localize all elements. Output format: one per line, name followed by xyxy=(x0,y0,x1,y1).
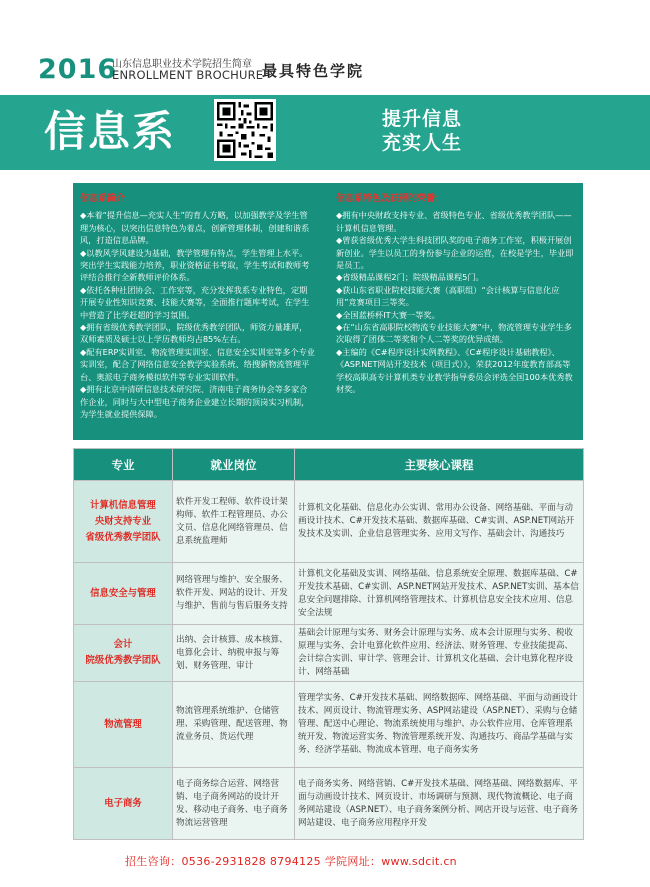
major-name: 信息安全与管理 xyxy=(90,587,156,599)
major-cell xyxy=(74,625,173,682)
intro-paragraph: ◆配有ERP实训室、物流管理实训室、信息安全实训室等多个专业实训室，配合了网络信息安全教学实验系统、络搜新物流管理平台、奥派电子商务模拟软件等专业实训软件。 xyxy=(80,346,315,382)
honors-paragraph: ◆拥有中央财政支持专业、省级特色专业、省级优秀教学团队——计算机信息管理。 xyxy=(336,210,572,233)
major-cell xyxy=(74,563,173,625)
posts-cell: 物流管理系统维护、仓储管理、采购管理、配送管理、物流业务员、货运代理 xyxy=(173,682,295,768)
courses-cell: 管理学实务、C#开发技术基础、网络数据库、网络基础、平面与动画设计技术、网页设计、物流管理实务、ASP网站建设（ASP.NET）、采购与仓储管理、配送中心理论、物流系统使用与维护、办公软件应用、仓库管理系统开发、物流运营实务、物流管理系统开发、沟通技巧、商品学基础与实务、经济学基础、物流成本管理、电子商务实务 xyxy=(295,682,584,768)
major-name: 会计 xyxy=(113,639,133,650)
brochure-subtitle: ENROLLMENT BROCHURE xyxy=(112,68,264,82)
honors-paragraph: ◆获山东省职业院校技能大赛（高职组）“会计核算与信息化应用”竞赛项目三等奖。 xyxy=(336,284,560,308)
intro-paragraph: ◆以教风学风建设为基础，教学管理有特点，学生管理上水平。突出学生实践能力培养，职业资格证书考取，学生考试和教师考评结合推行全新教师评价体系。 xyxy=(80,247,310,283)
honors-paragraph: ◆全国蓝桥杯IT大赛一等奖。 xyxy=(336,309,440,320)
posts-cell: 出纳、会计核算、成本核算、电算化会计、纳税申报与筹划、财务管理、审计 xyxy=(173,625,295,682)
honors-column xyxy=(336,193,574,396)
major-note: 院级优秀教学团队 xyxy=(85,655,161,666)
table-header-row xyxy=(74,449,584,481)
posts-cell: 软件开发工程师、软件设计架构师、软件工程管理员、办公文员、信息化网络管理员、信息系统监理师 xyxy=(173,481,295,563)
header-tagline: 最具特色学院 xyxy=(262,62,365,80)
honors-title: 信息系特色及获得的荣誉： xyxy=(336,194,445,204)
honors-paragraph: ◆曾获省级优秀大学生科技团队奖的电子商务工作室，积极开展创新创业。学生以员工的身份参与企业的运营，在校是学生，毕业即是员工。 xyxy=(336,235,574,271)
department-title: 信息系 xyxy=(44,107,177,156)
intro-paragraph: ◆本着“提升信息—充实人生”的育人方略，以加强教学及学生管理为核心，以突出信息特色为着点，创新管理体制，创建和谐系风，打造信息品牌。 xyxy=(80,210,310,246)
intro-column xyxy=(80,193,315,420)
table-row xyxy=(74,481,584,563)
table-row xyxy=(74,563,584,625)
major-cell xyxy=(74,682,173,768)
department-intro-panel xyxy=(73,183,583,440)
major-cell xyxy=(74,768,173,840)
major-name: 计算机信息管理 xyxy=(90,499,156,511)
brochure-year: 2016 xyxy=(38,54,118,85)
honors-paragraph: ◆主编的《C#程序设计实例教程》、《C#程序设计基础教程》、《ASP.NET网站开发技术（项目式）》，荣获2012年度教育部高等学校高职高专计算机类专业教学指导委员会评选全国100本优秀教材奖。 xyxy=(336,346,573,395)
major-name: 电子商务 xyxy=(104,797,142,809)
column-header-courses: 主要核心课程 xyxy=(295,449,584,481)
department-slogan xyxy=(382,107,462,155)
school-name: 山东信息职业技术学院招生简章 xyxy=(112,59,252,70)
column-header-major: 专业 xyxy=(74,449,173,481)
major-note: 央财支持专业 xyxy=(94,515,152,527)
intro-paragraph: ◆拥有省级优秀教学团队，院级优秀教学团队，师资力量雄厚，双师素质及硕士以上学历教师均占85%左右。 xyxy=(80,322,308,345)
qr-code-icon[interactable] xyxy=(214,99,276,161)
intro-paragraph: ◆拥有北京中清研信息技术研究院、济南电子商务协会等多家合作企业，同时与大中型电子商务企业建立长期的顶岗实习机制，为学生就业提供保障。 xyxy=(80,384,310,419)
page-header xyxy=(0,42,650,100)
column-header-posts: 就业岗位 xyxy=(173,449,295,481)
table-row xyxy=(74,682,584,768)
intro-paragraph: ◆依托各种社团协会、工作室等，充分发挥我系专业特色，定期开展专业性知识竞赛、技能大赛等，全面推行题库考试，在学生中营造了比学赶超的学习氛围。 xyxy=(80,284,310,320)
department-banner xyxy=(0,95,650,170)
major-name: 物流管理 xyxy=(104,718,142,730)
majors-table xyxy=(73,448,584,840)
contact-footer: 招生咨询：0536-2931828 8794125 学院网址：www.sdcit.cn xyxy=(125,855,457,868)
table-row xyxy=(74,625,584,682)
major-note: 省级优秀教学团队 xyxy=(85,531,161,543)
table-row xyxy=(74,768,584,840)
courses-cell: 计算机文化基础、信息化办公实训、常用办公设备、网络基础、平面与动画设计技术、C#开发技术基础、数据库基础、C#实训、ASP.NET网站开发技术及实训、企业信息管理实务、应用文写作、基础会计、沟通技巧 xyxy=(295,481,584,563)
slogan-line-1: 提升信息 xyxy=(382,108,463,130)
courses-cell: 基础会计原理与实务、财务会计原理与实务、成本会计原理与实务、税收原理与实务、会计电算化软件应用、经济法、财务管理、专业技能提高、会计综合实训、审计学、管理会计、计算机文化基础、会计电算化程序设计、网络基础 xyxy=(295,625,584,682)
honors-paragraph: ◆在“山东省高职院校物流专业技能大赛”中，物流管理专业学生多次取得了团体二等奖和个人二等奖的优异成绩。 xyxy=(336,322,572,345)
slogan-line-2: 充实人生 xyxy=(382,132,463,154)
courses-cell: 计算机文化基础及实训、网络基础、信息系统安全原理、数据库基础、C#开发技术基础、C#实训、ASP.NET网站开发技术、ASP.NET实训、基本信息安全问题排除、计算机网络管理技术、计算机信息安全技术应用、信息安全法规 xyxy=(295,563,584,625)
major-cell xyxy=(74,481,173,563)
courses-cell: 电子商务实务、网络营销、C#开发技术基础、网络基础、网络数据库、平面与动画设计技术、网页设计、市场调研与预测、现代物流概论、电子商务网站建设（ASP.NET）、电子商务案例分析、网店开设与运营、电子商务网站建设、电子商务应用程序开发 xyxy=(295,768,584,840)
posts-cell: 网络管理与维护、安全服务、软件开发、网站的设计、开发与维护、售前与售后服务支持 xyxy=(173,563,295,625)
posts-cell: 电子商务综合运营、网络营销、电子商务网站的设计开发、移动电子商务、电子商务物流运营管理 xyxy=(173,768,295,840)
intro-title: 信息系简介 xyxy=(80,194,126,204)
honors-paragraph: ◆省级精品课程2门；院级精品课程5门。 xyxy=(336,272,484,283)
